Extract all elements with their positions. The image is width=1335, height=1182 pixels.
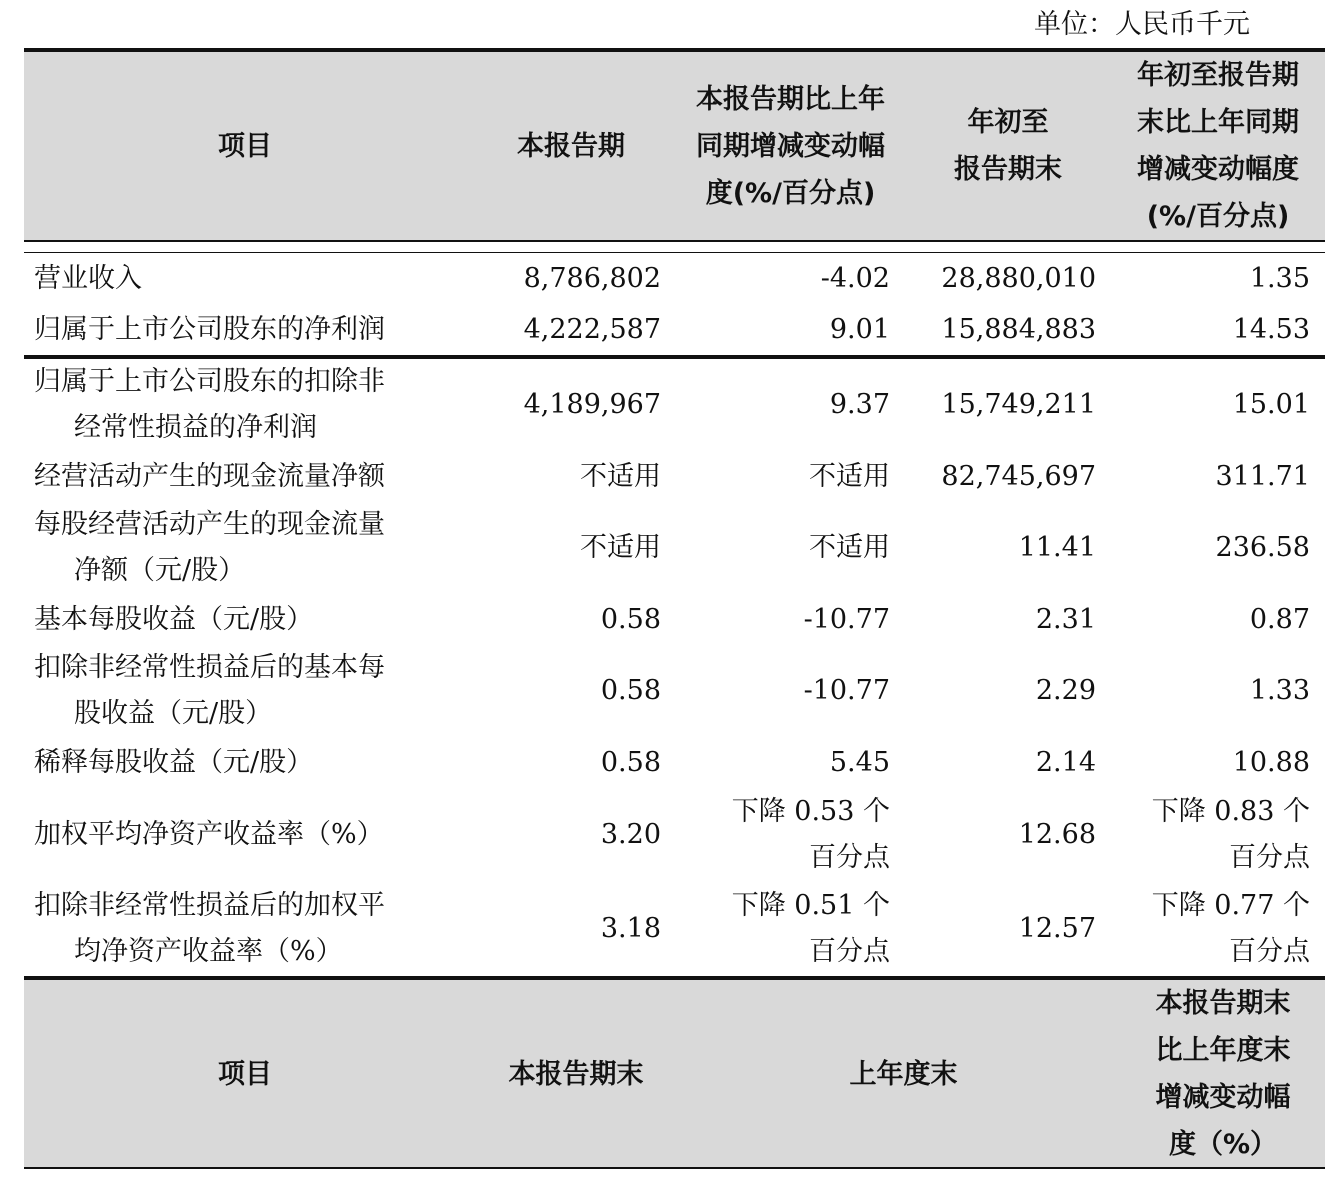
table-row bbox=[24, 304, 1325, 355]
row-current: 4,222,587 bbox=[523, 313, 661, 345]
header2-change: 本报告期末 比上年度末 增减变动幅 度（%） bbox=[1155, 988, 1291, 1160]
row-current: 8,786,802 bbox=[523, 262, 661, 294]
row-ytd: 82,745,697 bbox=[941, 460, 1096, 492]
header-ytd-change: 年初至报告期 末比上年同期 增减变动幅度 (%/百分点) bbox=[1137, 60, 1299, 232]
row-ytd: 12.68 bbox=[1018, 819, 1096, 850]
row-ytd: 2.31 bbox=[1035, 603, 1096, 635]
row-ytd-change: 236.58 bbox=[1215, 532, 1310, 563]
row-ytd-change: 15.01 bbox=[1232, 389, 1310, 420]
row-label: 归属于上市公司股东的净利润 bbox=[34, 313, 385, 345]
header2-item: 项目 bbox=[218, 1058, 272, 1090]
second-table-header bbox=[24, 980, 1325, 1167]
row-ytd-change: 14.53 bbox=[1232, 313, 1310, 345]
row-current: 不适用 bbox=[580, 460, 661, 492]
header-ytd: 年初至 报告期末 bbox=[954, 107, 1062, 185]
row-ytd: 15,884,883 bbox=[941, 313, 1096, 345]
row-current: 0.58 bbox=[600, 675, 661, 706]
row-current: 3.18 bbox=[600, 913, 661, 944]
row-current: 0.58 bbox=[600, 603, 661, 635]
row-label: 稀释每股收益（元/股） bbox=[34, 746, 314, 778]
row-label: 营业收入 bbox=[34, 262, 142, 294]
row-ytd-change: 0.87 bbox=[1249, 603, 1310, 635]
table-row bbox=[24, 645, 1325, 737]
row-current-change: 下降 0.51 个 百分点 bbox=[731, 890, 890, 967]
header-item: 项目 bbox=[218, 130, 272, 162]
row-current-change: 9.37 bbox=[829, 389, 890, 420]
row-label: 扣除非经常性损益后的基本每 股收益（元/股） bbox=[34, 652, 385, 729]
row-label: 扣除非经常性损益后的加权平 均净资产收益率（%） bbox=[34, 890, 385, 967]
row-current: 0.58 bbox=[600, 746, 661, 778]
row-ytd: 2.14 bbox=[1035, 746, 1096, 778]
row-label: 每股经营活动产生的现金流量 净额（元/股） bbox=[34, 509, 385, 586]
row-ytd-change: 下降 0.83 个 百分点 bbox=[1151, 796, 1310, 873]
row-ytd-change: 下降 0.77 个 百分点 bbox=[1151, 890, 1310, 967]
row-current-change: 5.45 bbox=[829, 746, 890, 778]
row-ytd: 2.29 bbox=[1035, 675, 1096, 706]
row-ytd-change: 10.88 bbox=[1232, 746, 1310, 778]
table-row bbox=[24, 253, 1325, 304]
row-current-change: -4.02 bbox=[820, 262, 890, 294]
table-row bbox=[24, 502, 1325, 594]
row-current: 3.20 bbox=[600, 819, 661, 850]
header2-period-end: 本报告期末 bbox=[508, 1058, 644, 1090]
row-current-change: 9.01 bbox=[829, 313, 890, 345]
row-ytd-change: 311.71 bbox=[1215, 460, 1310, 492]
table-row bbox=[24, 737, 1325, 788]
row-current-change: -10.77 bbox=[803, 675, 890, 706]
header-current-change: 本报告期比上年 同期增减变动幅 度(%/百分点) bbox=[696, 83, 885, 209]
table-row bbox=[24, 359, 1325, 451]
header2-prior-year-end: 上年度末 bbox=[849, 1058, 958, 1090]
table-row bbox=[24, 451, 1325, 502]
table-row bbox=[24, 882, 1325, 976]
row-ytd: 12.57 bbox=[1018, 913, 1096, 944]
table-header bbox=[24, 52, 1325, 240]
row-ytd: 15,749,211 bbox=[941, 389, 1096, 420]
table-row bbox=[24, 594, 1325, 645]
row-ytd: 11.41 bbox=[1018, 532, 1096, 563]
header-current-period: 本报告期 bbox=[517, 130, 625, 162]
financial-table bbox=[24, 48, 1325, 1169]
row-ytd-change: 1.35 bbox=[1249, 262, 1310, 294]
row-label: 基本每股收益（元/股） bbox=[34, 603, 314, 635]
row-current: 4,189,967 bbox=[523, 389, 661, 420]
unit-label: 单位：人民币千元 bbox=[1034, 9, 1250, 40]
row-current-change: 不适用 bbox=[809, 532, 890, 563]
row-ytd-change: 1.33 bbox=[1249, 675, 1310, 706]
row-current-change: 不适用 bbox=[809, 460, 890, 492]
row-current: 不适用 bbox=[580, 532, 661, 563]
table-row bbox=[24, 788, 1325, 882]
row-current-change: 下降 0.53 个 百分点 bbox=[731, 796, 890, 873]
row-label: 归属于上市公司股东的扣除非 经常性损益的净利润 bbox=[34, 366, 385, 443]
row-label: 经营活动产生的现金流量净额 bbox=[34, 460, 385, 492]
row-current-change: -10.77 bbox=[803, 603, 890, 635]
row-ytd: 28,880,010 bbox=[941, 262, 1096, 294]
row-label: 加权平均净资产收益率（%） bbox=[34, 819, 384, 850]
